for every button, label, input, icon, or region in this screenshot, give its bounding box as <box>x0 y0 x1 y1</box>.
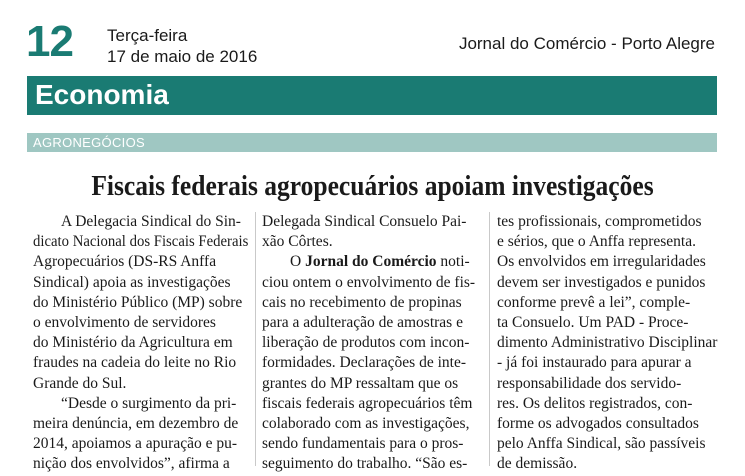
text-line: Agropecuários (DS-RS Anffa <box>33 253 217 271</box>
column-divider <box>255 212 256 466</box>
text-line: devem ser investigados e punidos <box>497 273 706 291</box>
masthead: Jornal do Comércio - Porto Alegre <box>458 34 715 53</box>
text-line: meira denúncia, em dezembro de <box>33 415 239 433</box>
text-line: - já foi instaurado para apurar a <box>497 354 692 372</box>
text-fragment: noti- <box>436 253 470 271</box>
text-line: para a adulteração de amostras e <box>262 314 463 332</box>
section-title: Economia <box>35 79 169 110</box>
text-line: conforme prevê a lei”, comple- <box>497 293 691 311</box>
text-line: forme os advogados consultados <box>497 415 699 433</box>
publication-date: 17 de maio de 2016 <box>107 47 258 66</box>
subsection-title: AGRONEGÓCIOS <box>33 135 145 150</box>
text-line: grantes do MP ressaltam que os <box>262 374 459 392</box>
text-line: colaborado com as investigações, <box>262 415 470 433</box>
text-line: liberação de produtos com incon- <box>262 334 470 352</box>
page-number: 12 <box>26 17 73 66</box>
text-line: 2014, apoiamos a apuração e pu- <box>33 435 238 453</box>
text-line: do Ministério da Agricultura em <box>33 334 233 352</box>
text-line: “Desde o surgimento da pri- <box>61 394 237 412</box>
newspaper-name: Jornal do Comércio <box>305 253 437 271</box>
article-headline: Fiscais federais agropecuários apoiam investigações <box>91 170 654 202</box>
text-line: Os envolvidos em irregularidades <box>497 253 706 271</box>
text-line: Delegada Sindical Consuelo Pai- <box>262 213 467 230</box>
text-line: nição dos envolvidos”, afirma a <box>33 455 230 473</box>
article-column-2 <box>262 212 482 475</box>
text-line: o envolvimento de servidores <box>33 314 216 332</box>
text-line: pelo Anffa Sindical, são passíveis <box>497 435 706 453</box>
section-bar <box>27 76 717 115</box>
text-line: dicato Nacional dos Fiscais Federais <box>33 233 249 251</box>
text-line: seguimento do trabalho. “São es- <box>262 455 468 473</box>
article-column-3 <box>497 212 717 475</box>
text-line: ta Consuelo. Um PAD - Proce- <box>497 314 689 332</box>
text-line: A Delegacia Sindical do Sin- <box>61 213 241 230</box>
text-line: Sindical) apoia as investigações <box>33 273 231 291</box>
text-line: xão Côrtes. <box>262 233 333 251</box>
text-line: ciou ontem o envolvimento de fis- <box>262 273 476 291</box>
text-line: formidades. Declarações de inte- <box>262 354 466 372</box>
text-line: de demissão. <box>497 455 578 473</box>
text-line: do Ministério Público (MP) sobre <box>33 293 243 311</box>
subsection-bar <box>27 133 717 152</box>
article-column-1 <box>33 212 248 475</box>
date-block <box>107 25 257 67</box>
text-fragment: O <box>290 253 306 271</box>
text-line: fraudes na cadeia do leite no Rio <box>33 354 237 372</box>
text-line: responsabilidade dos servido- <box>497 374 682 392</box>
text-line: Grande do Sul. <box>33 374 127 392</box>
text-line: dimento Administrativo Disciplinar <box>497 334 718 352</box>
text-line: sendo fundamentais para o pros- <box>262 435 464 453</box>
text-line <box>262 252 482 272</box>
text-line: cais no recebimento de propinas <box>262 293 462 311</box>
column-divider <box>489 212 490 466</box>
text-line: tes profissionais, comprometidos <box>497 213 702 230</box>
text-line: e sérios, que o Anffa representa. <box>497 233 696 251</box>
text-line: fiscais federais agropecuários têm <box>262 394 473 412</box>
text-line: res. Os delitos registrados, con- <box>497 394 693 412</box>
weekday: Terça-feira <box>107 26 188 45</box>
